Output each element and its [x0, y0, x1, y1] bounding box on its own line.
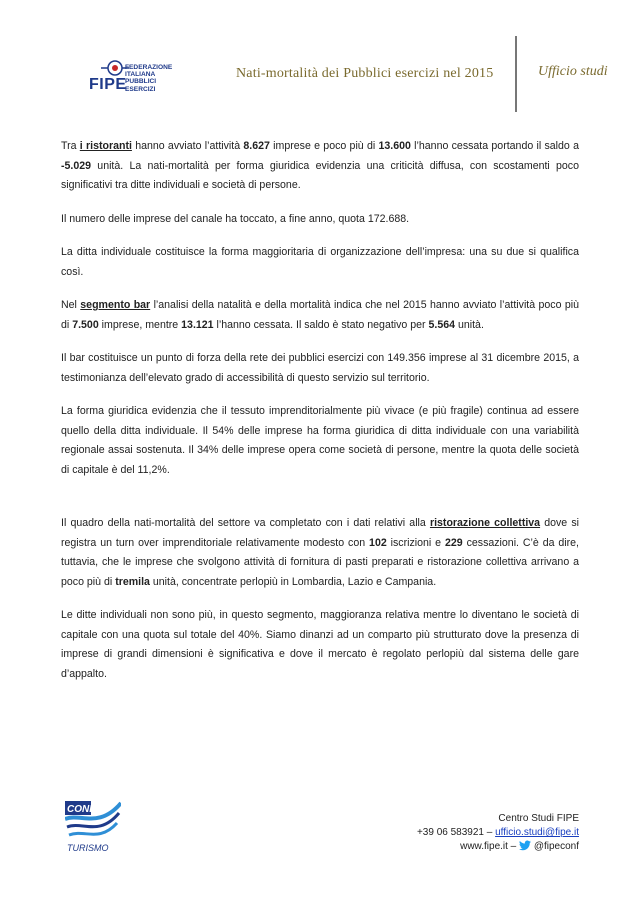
svg-text:TURISMO: TURISMO	[67, 843, 109, 853]
document-body	[61, 137, 579, 698]
keyword-ristorazione-collettiva: ristorazione collettiva	[429, 517, 541, 529]
footer-web	[417, 840, 579, 854]
paragraph-bar: Nel segmento bar l’analisi della natalità e della mortalità indica che nel 2015 hanno avviato l’attività poco più di 7.500 imprese, mentre 13.121 l’hanno cessata. Il saldo è stato negativo per 5.564 unità.	[61, 299, 579, 331]
paragraph-ristorazione-collettiva: Il quadro della nati-mortalità del settore va completato con i dati relativi alla ristorazione collettiva dove si registra un turn over imprenditoriale relativamente modesto con 102 iscrizioni e 229 cessazioni. C’è da dire, tuttavia, che le imprese che svolgono attività di fornitura di pasti preparati e ristorazione collettiva arrivano a poco più di tremila unità, concentrate perlopiù in Lombardia, Lazio e Campania.	[61, 517, 580, 588]
paragraph-societa-capitale: Le ditte individuali non sono più, in questo segmento, maggioranza relativa mentre lo diventano le società di capitale con una quota sul totale del 40%. Siamo dinanzi ad un comparto più strutturato dove la presenza di imprese di grandi dimensioni è significativa e dove il mercato è regolato perlopiù dal sistema delle gare d’appalto.	[61, 609, 579, 680]
header-divider	[515, 36, 517, 112]
footer-email-link[interactable]: ufficio.studi@fipe.it	[495, 827, 579, 838]
footer-twitter-handle[interactable]: @fipeconf	[533, 841, 579, 852]
fipe-logo-text: FIPE	[89, 76, 127, 93]
federation-name: FEDERAZIONE ITALIANA PUBBLICI ESERCIZI	[125, 64, 173, 93]
office-name: Ufficio studi	[538, 64, 608, 79]
footer-contact: +39 06 583921 – ufficio.studi@fipe.it	[416, 827, 579, 838]
page-header	[0, 0, 640, 110]
confturismo-emblem-icon	[65, 799, 121, 855]
paragraph-bar-forza: Il bar costituisce un punto di forza della rete dei pubblici esercizi con 149.356 imprese al 31 dicembre 2015, a testimonianza dell’elevato grado di accessibilità di questo servizio sul territorio.	[61, 352, 579, 384]
keyword-segmento-bar: segmento bar	[80, 299, 151, 311]
fipe-logo	[85, 58, 175, 98]
footer-org: Centro Studi FIPE	[498, 813, 579, 824]
document-title: Nati-mortalità dei Pubblici esercizi nel 2015	[236, 66, 494, 81]
keyword-ristoranti: i ristoranti	[79, 140, 132, 152]
twitter-icon	[519, 840, 531, 851]
paragraph-ristoranti: Tra i ristoranti hanno avviato l’attività 8.627 imprese e poco più di 13.600 l’hanno cessata portando il saldo a -5.029 unità. La nati-mortalità per forma giuridica evidenzia una criticità diffusa, con scostamenti poco significativi tra ditte individuali e società di persone.	[61, 140, 579, 191]
paragraph-imprese-totale: Il numero delle imprese del canale ha toccato, a fine anno, quota 172.688.	[61, 212, 410, 225]
svg-text:CONF: CONF	[67, 804, 96, 815]
paragraph-forma-giuridica: La forma giuridica evidenzia che il tessuto imprenditorialmente più vivace (e più fragile) continua ad essere quello della ditta individuale. Il 54% delle imprese ha forma giuridica di ditta individuale con una variabilità regionale assai sostenuta. Il 34% delle imprese opera come società di persone, mentre la quota delle società di capitale è del 11,2%.	[61, 405, 579, 476]
paragraph-ditta-individuale: La ditta individuale costituisce la forma maggioritaria di organizzazione dell’impresa: una su due si qualifica così.	[61, 246, 579, 278]
footer-website-link[interactable]: www.fipe.it –	[460, 841, 520, 852]
confturismo-logo	[65, 799, 121, 855]
page-footer	[417, 812, 579, 854]
